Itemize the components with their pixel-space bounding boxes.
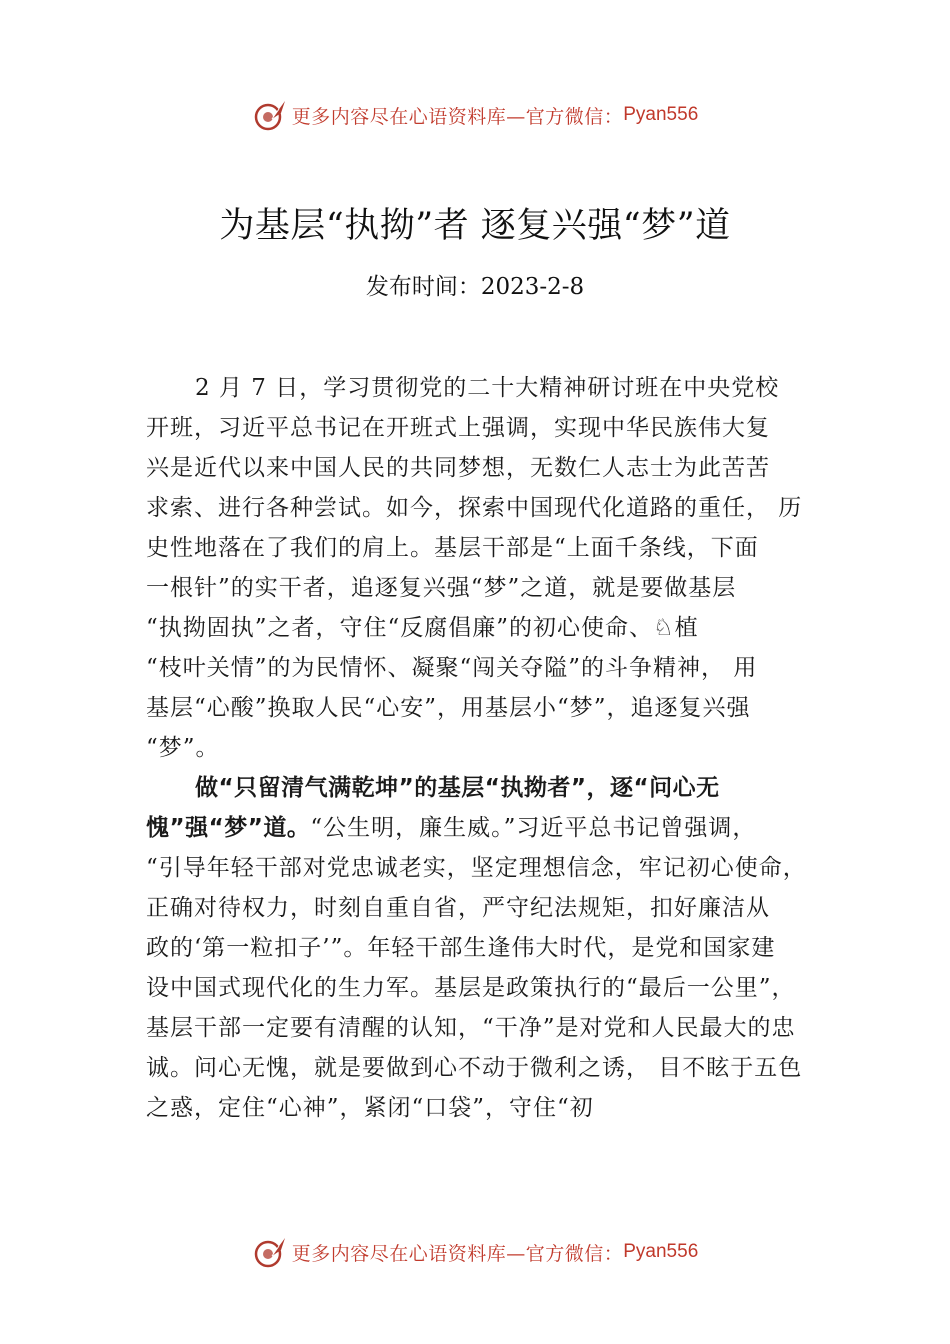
- paragraph-line: 一根针”的实干者，追逐复兴强“梦”之道，就是要做基层: [146, 575, 737, 601]
- section-heading-end: 愧”强“梦”道。: [146, 815, 311, 841]
- watermark-text: 更多内容尽在心语资料库—官方微信：: [291, 105, 624, 128]
- paragraph-line: 兴是近代以来中国人民的共同梦想，无数仁人志士为此苦苦: [146, 455, 770, 481]
- paragraph-line: 2 月 7 日，学习贯彻党的二十大精神研讨班在中央党校: [195, 375, 780, 401]
- watermark-wechat-id: Pyan556: [623, 104, 699, 125]
- publish-date: 发布时间：2023-2-8: [365, 274, 585, 300]
- section-heading-line: 做“只留清气满乾坤”的基层“执拗者”，逐“问心无: [195, 775, 720, 801]
- watermark-wechat-id: Pyan556: [623, 1241, 699, 1262]
- paragraph-line: 史性地落在了我们的肩上。基层干部是“上面千条线，下面: [146, 535, 759, 561]
- paragraph-line: 诚。问心无愧，就是要做到心不动于微利之诱， 目不眩于五色: [146, 1055, 803, 1081]
- footer-watermark: [0, 1232, 950, 1272]
- paragraph-line: 设中国式现代化的生力军。基层是政策执行的“最后一公里”，: [146, 975, 796, 1001]
- article-body: [146, 368, 826, 1128]
- paragraph-line: “枝叶关情”的为民情怀、凝聚“闯关夺隘”的斗争精神， 用: [146, 655, 758, 681]
- paragraph-line: 正确对待权力，时刻自重自省，严守纪法规矩，扣好廉洁从: [146, 895, 770, 921]
- paragraph-line: “梦”。: [146, 735, 220, 761]
- paragraph-line: “引导年轻干部对党忠诚老实，坚定理想信念，牢记初心使命，: [146, 855, 807, 881]
- paragraph-line: [146, 808, 826, 848]
- paragraph-line: 基层干部一定要有清醒的认知，“干净”是对党和人民最大的忠: [146, 1015, 796, 1041]
- quill-seal-logo-icon: [252, 1234, 288, 1270]
- paragraph-line: “执拗固执”之者，守住“反腐倡廉”的初心使命、♘植: [146, 615, 699, 641]
- paragraph-line: 政的‘第一粒扣子’”。年轻干部生逢伟大时代，是党和国家建: [146, 935, 776, 961]
- header-watermark: [0, 95, 950, 135]
- paragraph-text: “公生明，廉生威。”习近平总书记曾强调，: [310, 815, 757, 841]
- quill-seal-logo-icon: [252, 97, 288, 133]
- watermark-text: 更多内容尽在心语资料库—官方微信：: [291, 1242, 624, 1265]
- paragraph-line: 之惑，定住“心神”，紧闭“口袋”，守住“初: [146, 1095, 594, 1121]
- article-title: 为基层“执拗”者 逐复兴强“梦”道: [219, 206, 731, 246]
- paragraph-line: 开班，习近平总书记在开班式上强调，实现中华民族伟大复: [146, 415, 770, 441]
- paragraph-line: 基层“心酸”换取人民“心安”，用基层小“梦”，追逐复兴强: [146, 695, 751, 721]
- paragraph-line: 求索、进行各种尝试。如今，探索中国现代化道路的重任， 历: [146, 495, 803, 521]
